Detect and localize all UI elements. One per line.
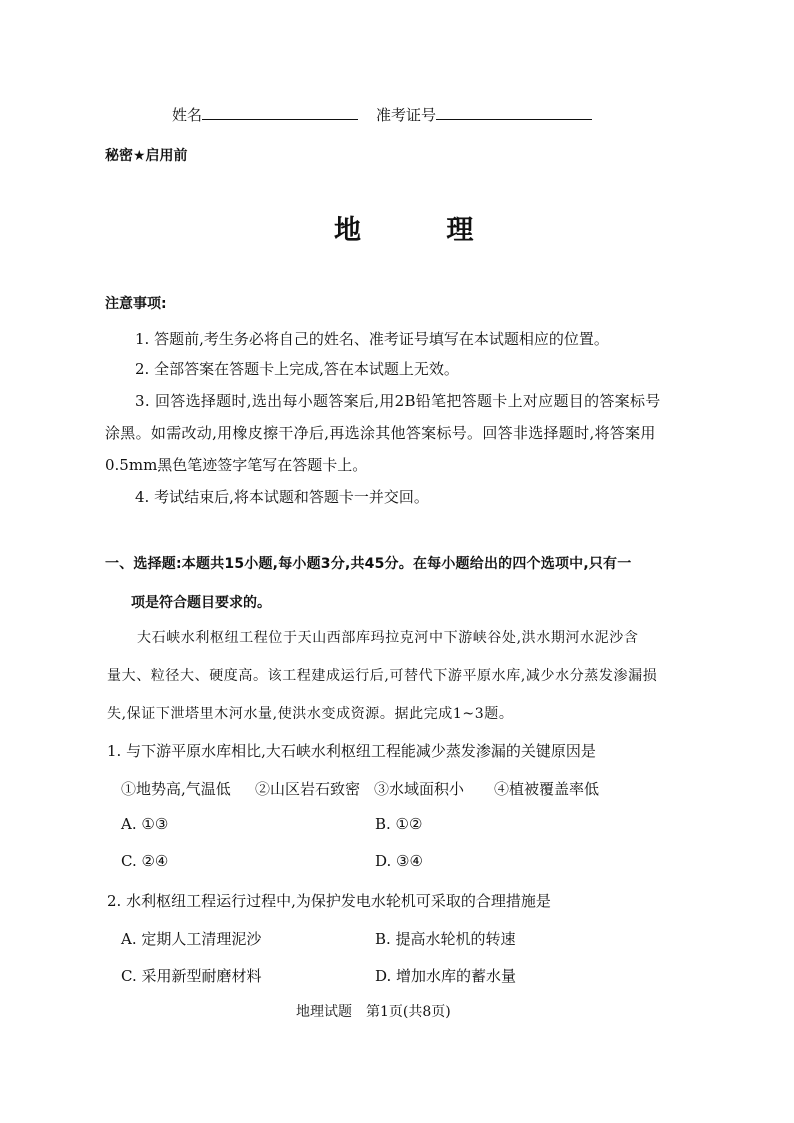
q2-option-c[interactable]: C. 采用新型耐磨材料 (121, 967, 262, 985)
name-blank[interactable] (202, 105, 358, 120)
notice-line-3a: 3. 回答选择题时,选出每小题答案后,用2B铅笔把答题卡上对应题目的答案标号 (135, 392, 661, 410)
question-1-stem: 1. 与下游平原水库相比,大石峡水利枢纽工程能减少蒸发渗漏的关键原因是 (107, 742, 596, 760)
exam-id-label: 准考证号 (376, 106, 437, 124)
confidential-mark: 秘密★启用前 (105, 148, 188, 164)
page-footer: 地理试题 第1页(共8页) (296, 1004, 451, 1020)
q2-option-d[interactable]: D. 增加水库的蓄水量 (375, 967, 517, 985)
notice-line-4: 4. 考试结束后,将本试题和答题卡一并交回。 (135, 488, 429, 506)
q2-option-b[interactable]: B. 提高水轮机的转速 (375, 930, 516, 948)
passage-line-1: 大石峡水利枢纽工程位于天山西部库玛拉克河中下游峡谷处,洪水期河水泥沙含 (137, 630, 639, 646)
section-heading-line-2: 项是符合题目要求的。 (131, 595, 271, 611)
notice-heading: 注意事项: (105, 296, 167, 312)
q1-option-c[interactable]: C. ②④ (121, 852, 169, 870)
q1-option-a[interactable]: A. ①③ (121, 815, 169, 833)
q2-option-a[interactable]: A. 定期人工清理泥沙 (121, 930, 262, 948)
notice-line-2: 2. 全部答案在答题卡上完成,答在本试题上无效。 (135, 360, 459, 378)
q1-item-3: ③水域面积小 (374, 780, 465, 798)
question-2-stem: 2. 水利枢纽工程运行过程中,为保护发电水轮机可采取的合理措施是 (107, 892, 551, 910)
notice-line-3b: 涂黑。如需改动,用橡皮擦干净后,再选涂其他答案标号。回答非选择题时,将答案用 (105, 424, 656, 442)
name-label: 姓名 (172, 106, 203, 124)
passage-line-3: 失,保证下泄塔里木河水量,使洪水变成资源。据此完成1~3题。 (107, 706, 514, 722)
q1-option-d[interactable]: D. ③④ (375, 852, 423, 870)
notice-line-1: 1. 答题前,考生务必将自己的姓名、准考证号填写在本试题相应的位置。 (135, 330, 609, 348)
exam-id-field (376, 104, 592, 125)
section-heading-line-1: 一、选择题:本题共15小题,每小题3分,共45分。在每小题给出的四个选项中,只有一 (105, 556, 632, 572)
name-field (172, 104, 358, 125)
page-title: 地 理 (334, 215, 512, 246)
q1-item-2: ②山区岩石致密 (255, 780, 361, 798)
q1-item-1: ①地势高,气温低 (121, 780, 231, 798)
q1-item-4: ④植被覆盖率低 (494, 780, 600, 798)
q1-option-b[interactable]: B. ①② (375, 815, 423, 833)
notice-line-3c: 0.5mm黑色笔迹签字笔写在答题卡上。 (105, 456, 368, 474)
exam-id-blank[interactable] (436, 105, 592, 120)
passage-line-2: 量大、粒径大、硬度高。该工程建成运行后,可替代下游平原水库,减少水分蒸发渗漏损 (107, 668, 658, 684)
